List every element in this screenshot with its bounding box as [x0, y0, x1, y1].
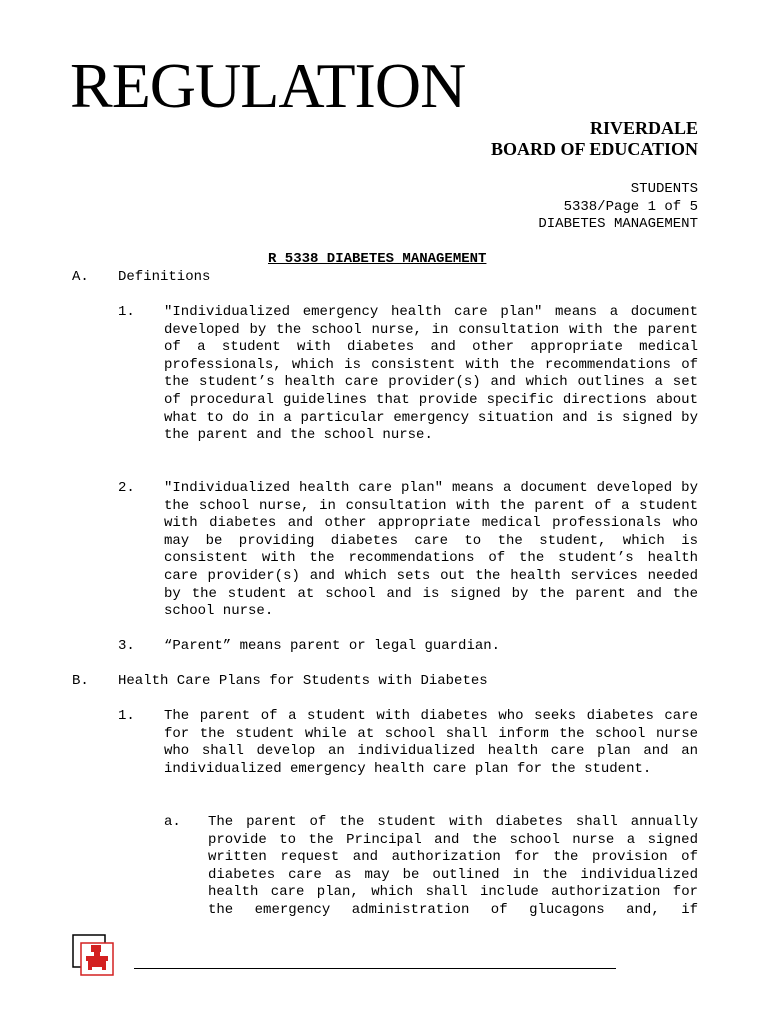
item-a2-number: 2.	[118, 480, 135, 496]
board-name	[491, 118, 698, 160]
subitem-b1a-letter: a.	[164, 814, 181, 830]
section-a-heading: Definitions	[118, 269, 211, 285]
subitem-b1a-text: The parent of the student with diabetes shall annually provide to the Principal and the school nurse a signed written request and authorization for the provision of diabetes care as may be outlined in the individualized health care plan, which shall include authorization for the emergency administration of glucagons and, if	[208, 814, 698, 918]
section-a-letter: A.	[72, 269, 89, 285]
section-label: STUDENTS	[630, 181, 698, 197]
document-reference	[538, 181, 698, 234]
item-a2-text: "Individualized health care plan" means a document developed by the school nurse, in consultation with the parent of a student with diabetes and other appropriate medical professionals who may be providing diabetes care to the student, which is consistent with the recommendations of the student’s health care provider(s) and which sets out the health services needed by the student at school and is signed by the parent and the school nurse.	[164, 480, 698, 620]
board-line-2: BOARD OF EDUCATION	[490, 139, 698, 159]
footer-rule	[134, 968, 616, 969]
board-line-1: RIVERDALE	[589, 118, 698, 138]
district-logo	[72, 934, 114, 976]
section-b-letter: B.	[72, 673, 89, 689]
regulation-title: R 5338 DIABETES MANAGEMENT	[268, 251, 487, 267]
item-a1-text: "Individualized emergency health care plan" means a document developed by the school nurse, in consultation with the parent of a student with diabetes and other appropriate medical professionals, which is consistent with the recommendations of the student’s health care provider(s) and which outlines a set of procedural guidelines that provide specific directions about what to do in a particular emergency situation and is signed by the parent and the school nurse.	[164, 304, 698, 444]
item-b1-text: The parent of a student with diabetes who seeks diabetes care for the student while at school shall inform the school nurse who shall develop an individualized health care plan and an individualized emergency health care plan for the student.	[164, 708, 698, 777]
district-logo-icon	[72, 934, 114, 976]
item-b1-number: 1.	[118, 708, 135, 724]
item-a3-number: 3.	[118, 638, 135, 654]
page-reference: 5338/Page 1 of 5	[563, 198, 698, 215]
page-title: REGULATION	[70, 50, 466, 121]
topic-label: DIABETES MANAGEMENT	[538, 216, 698, 233]
item-a3-text: “Parent” means parent or legal guardian.	[164, 638, 501, 654]
section-b-heading: Health Care Plans for Students with Diabetes	[118, 673, 488, 689]
item-a1-number: 1.	[118, 304, 135, 320]
